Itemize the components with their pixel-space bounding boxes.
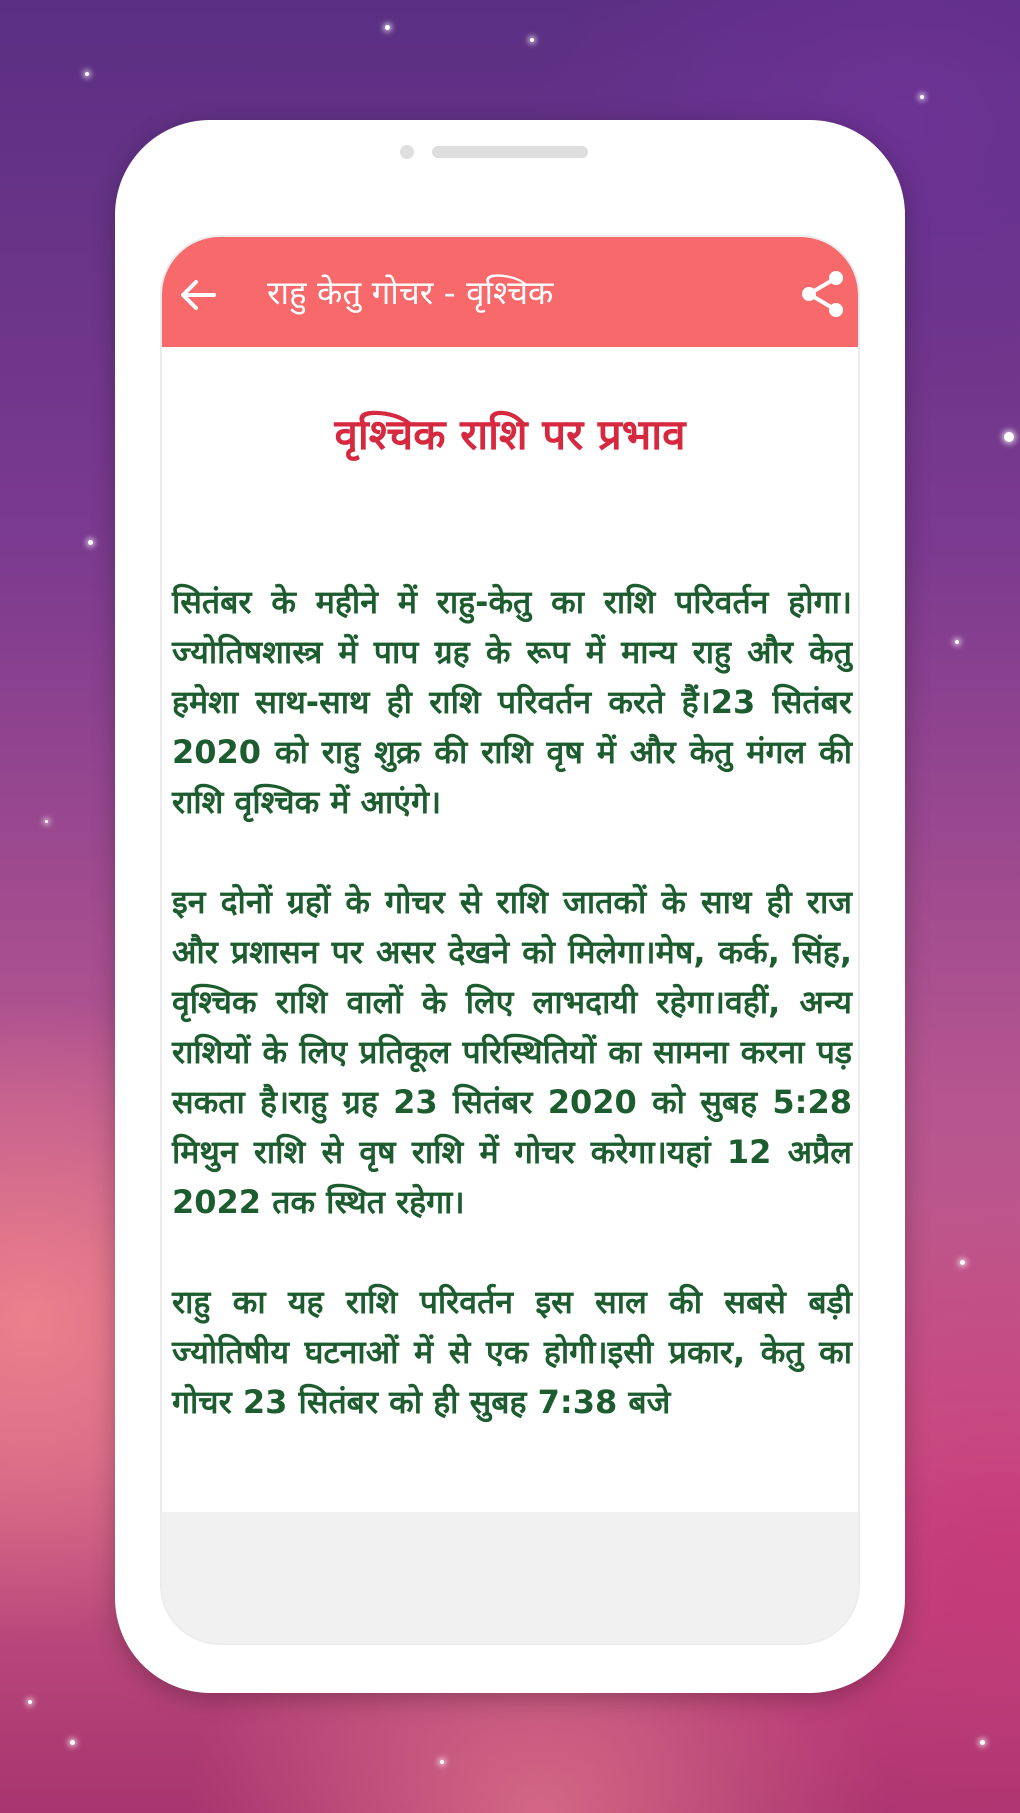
bottom-area xyxy=(162,1512,858,1645)
background-star xyxy=(85,72,89,76)
background-star xyxy=(1004,432,1014,442)
background-star xyxy=(45,820,48,823)
background-star xyxy=(960,1260,965,1265)
article-heading: वृश्चिक राशि पर प्रभाव xyxy=(334,410,686,459)
background-star xyxy=(70,1740,75,1745)
article-body xyxy=(172,577,852,1477)
app-bar xyxy=(162,237,858,347)
background-star xyxy=(385,25,390,30)
phone-speaker xyxy=(432,146,588,158)
background-star xyxy=(920,95,924,99)
app-screen xyxy=(160,235,860,1645)
article-content[interactable] xyxy=(162,347,858,1512)
article-paragraph: सितंबर के महीने में राहु-केतु का राशि परिवर्तन होगा।ज्योतिषशास्त्र में पाप ग्रह के रूप में मान्य राहु और केतु हमेशा साथ-साथ ही राशि परिवर्तन करते हैं।23 सितंबर 2020 को राहु शुक्र की राशि वृष में और केतु मंगल की राशि वृश्चिक में आएंगे। xyxy=(172,583,852,821)
background-star xyxy=(440,1760,444,1764)
share-icon[interactable] xyxy=(796,267,850,321)
article-paragraph: राहु का यह राशि परिवर्तन इस साल की सबसे बड़ी ज्योतिषीय घटनाओं में से एक होगी।इसी प्रकार, केतु का गोचर 23 सितंबर को ही सुबह 7:38 बजे xyxy=(172,1283,852,1421)
arrow-left-icon[interactable] xyxy=(176,273,220,317)
phone-frame xyxy=(115,120,905,1693)
background-star xyxy=(88,540,93,545)
article-paragraph: इन दोनों ग्रहों के गोचर से राशि जातकों के साथ ही राज और प्रशासन पर असर देखने को मिलेगा।मेष, कर्क, सिंह, वृश्चिक राशि वालों के लिए लाभदायी रहेगा।वहीं, अन्य राशियों के लिए प्रतिकूल परिस्थितियों का सामना करना पड़ सकता है।राहु ग्रह 23 सितंबर 2020 को सुबह 5:28 मिथुन राशि से वृष राशि में गोचर करेगा।यहां 12 अप्रैल 2022 तक स्थित रहेगा। xyxy=(172,883,852,1221)
app-bar-title: राहु केतु गोचर - वृश्चिक xyxy=(267,273,554,312)
background-star xyxy=(28,1700,32,1704)
phone-camera xyxy=(400,145,414,159)
background-star xyxy=(955,640,959,644)
background-star xyxy=(530,38,534,42)
background-star xyxy=(980,1740,985,1745)
